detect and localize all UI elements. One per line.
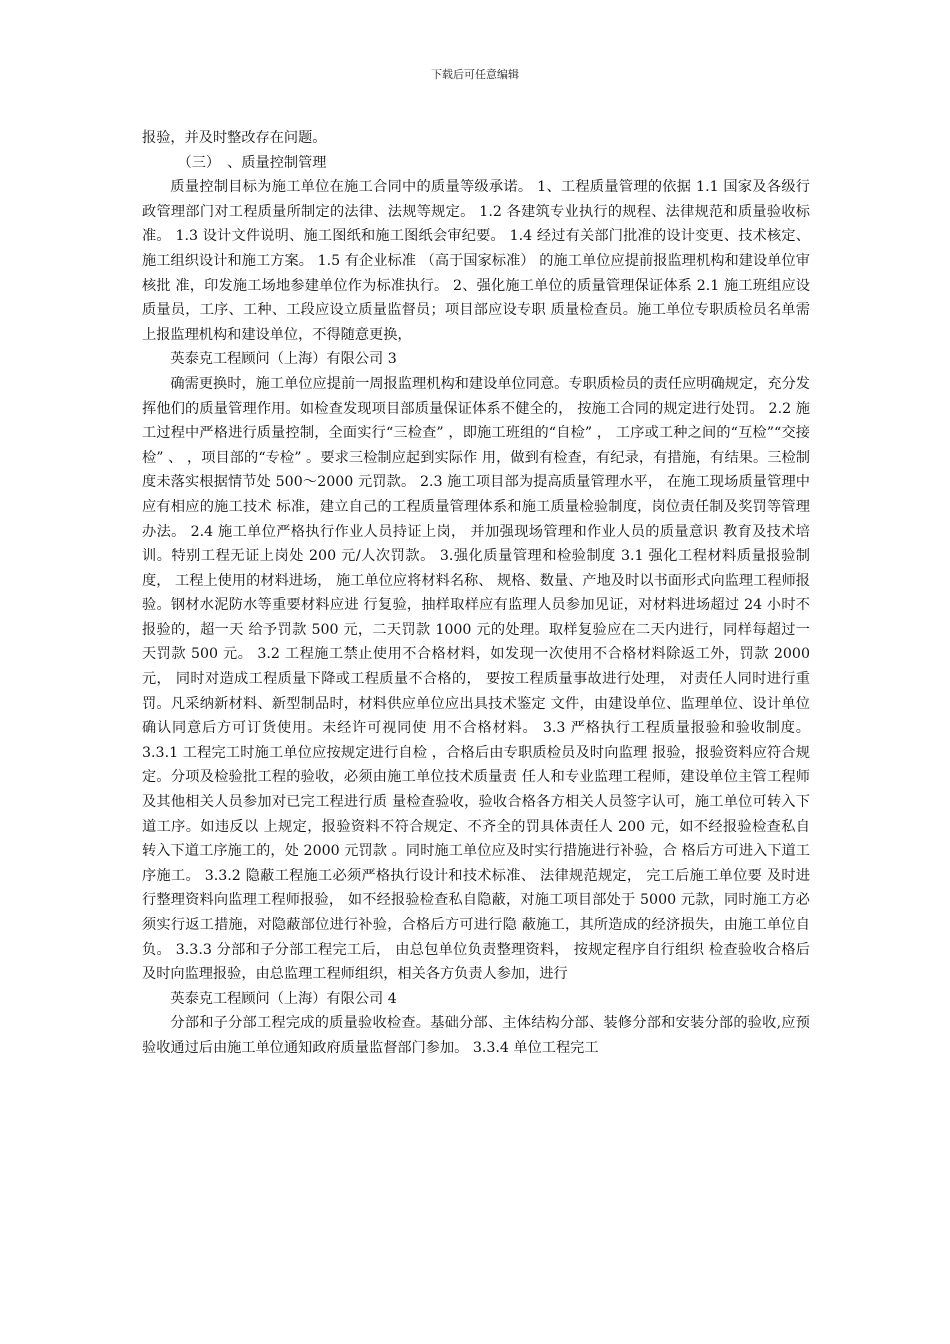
section-heading: （三） 、质量控制管理 bbox=[177, 154, 327, 171]
paragraph-quality-basis: 质量控制目标为施工单位在施工合同中的质量等级承诺。 1、工程质量管理的依据 1.1 国家及各级行政管理部门对工程质量所制定的法律、法规等规定。 1.2 各建筑专业执行的规程、法律规范和质量验收标准。 1.3 设计文件说明、施工图纸和施工图纸会审纪要。 1.4 经过有关部门批准的设计变更、技术核定、施工组织设计和施工方案。 1.5 有企业标准 （高于国家标准） 的施工单位应提前报监理机构和建设单位审核批 准，印发施工场地参建单位作为标准执行。 2、强化施工单位的质量管理保证体系 2.1 施工班组应设质量员，工序、工种、工段应设立质量监督员；项目部应设专职 质量检查员。施工单位专职质检员名单需上报监理机构和建设单位，不得随意更换， bbox=[142, 179, 810, 343]
company-footer-3: 英泰克工程顾问（上海）有限公司 3 bbox=[170, 351, 397, 368]
paragraph-continuation: 报验，并及时整改存在问题。 bbox=[142, 130, 327, 146]
document-body bbox=[142, 126, 810, 1061]
paragraph-quality-control: 确需更换时，施工单位应提前一周报监理机构和建设单位同意。专职质检员的责任应明确规定，充分发挥他们的质量管理作用。如检查发现项目部质量保证体系不健全的， 按施工合同的规定进行处罚。 2.2 施工过程中严格进行质量控制，全面实行“三检查” ，即施工班组的“自检” ， 工序或工种之间的“互检”“交接检” 、 ，项目部的“专检” 。要求三检制应起到实际作 用，做到有检查，有纪录，有措施，有结果。三检制度未落实根据情节处 500～2000 元罚款。 2.3 施工项目部为提高质量管理水平， 在施工现场质量管理中应有相应的施工技术 标准，建立自己的工程质量管理体系和施工质量检验制度，岗位责任制及奖罚等管理 办法。 2.4 施工单位严格执行作业人员持证上岗， 并加强现场管理和作业人员的质量意识 教育及技术培训。特别工程无证上岗处 200 元/人次罚款。 3.强化质量管理和检验制度 3.1 强化工程材料质量报验制度， 工程上使用的材料进场， 施工单位应将材料名称、 规格、数量、产地及时以书面形式向监理工程师报验。钢材水泥防水等重要材料应进 行复验，抽样取样应有监理人员参加见证，对材料进场超过 24 小时不报验的，超一天 给予罚款 500 元，二天罚款 1000 元的处理。取样复验应在二天内进行，同样每超过一 天罚款 500 元。 3.2 工程施工禁止使用不合格材料，如发现一次使用不合格材料除返工外，罚款 2000 元， 同时对造成工程质量下降或工程质量不合格的， 要按工程质量事故进行处理， 对责任人同时进行重罚。凡采纳新材料、新型制品时，材料供应单位应出具技术鉴定 文件，由建设单位、监理单位、设计单位确认同意后方可订货使用。未经许可视同使 用不合格材料。 3.3 严格执行工程质量报验和验收制度。 3.3.1 工程完工时施工单位应按规定进行自检 ，合格后由专职质检员及时向监理 报验，报验资料应符合规定。分项及检验批工程的验收，必须由施工单位技术质量责 任人和专业监理工程师，建设单位主管工程师及其他相关人员参加对已完工程进行质 量检查验收，验收合格各方相关人员签字认可，施工单位可转入下道工序。如违反以 上规定，报验资料不符合规定、不齐全的罚具体责任人 200 元，如不经报验检查私自 转入下道工序施工的，处 2000 元罚款 。同时施工单位应及时实行措施进行补验，合 格后方可进入下道工序施工。 3.3.2 隐蔽工程施工必须严格执行设计和技术标准、 法律规范规定， 完工后施工单位要 及时进行整理资料向监理工程师报验， 如不经报验检查私自隐蔽，对施工项目部处于 5000 元款，同时施工方必须实行返工措施，对隐蔽部位进行补验，合格后方可进行隐 蔽施工，其所造成的经济损失，由施工单位自负。 3.3.3 分部和子分部工程完工后， 由总包单位负责整理资料， 按规定程序自行组织 检查验收合格后及时向监理报验，由总监理工程师组织，相关各方负责人参加，进行 bbox=[142, 375, 810, 983]
page-header: 下载后可任意编辑 bbox=[431, 68, 519, 81]
company-footer-4: 英泰克工程顾问（上海）有限公司 4 bbox=[170, 990, 397, 1007]
paragraph-acceptance: 分部和子分部工程完成的质量验收检查。基础分部、主体结构分部、装修分部和安装分部的验收,应预验收通过后由施工单位通知政府质量监督部门参加。 3.3.4 单位工程完工 bbox=[142, 1015, 810, 1056]
